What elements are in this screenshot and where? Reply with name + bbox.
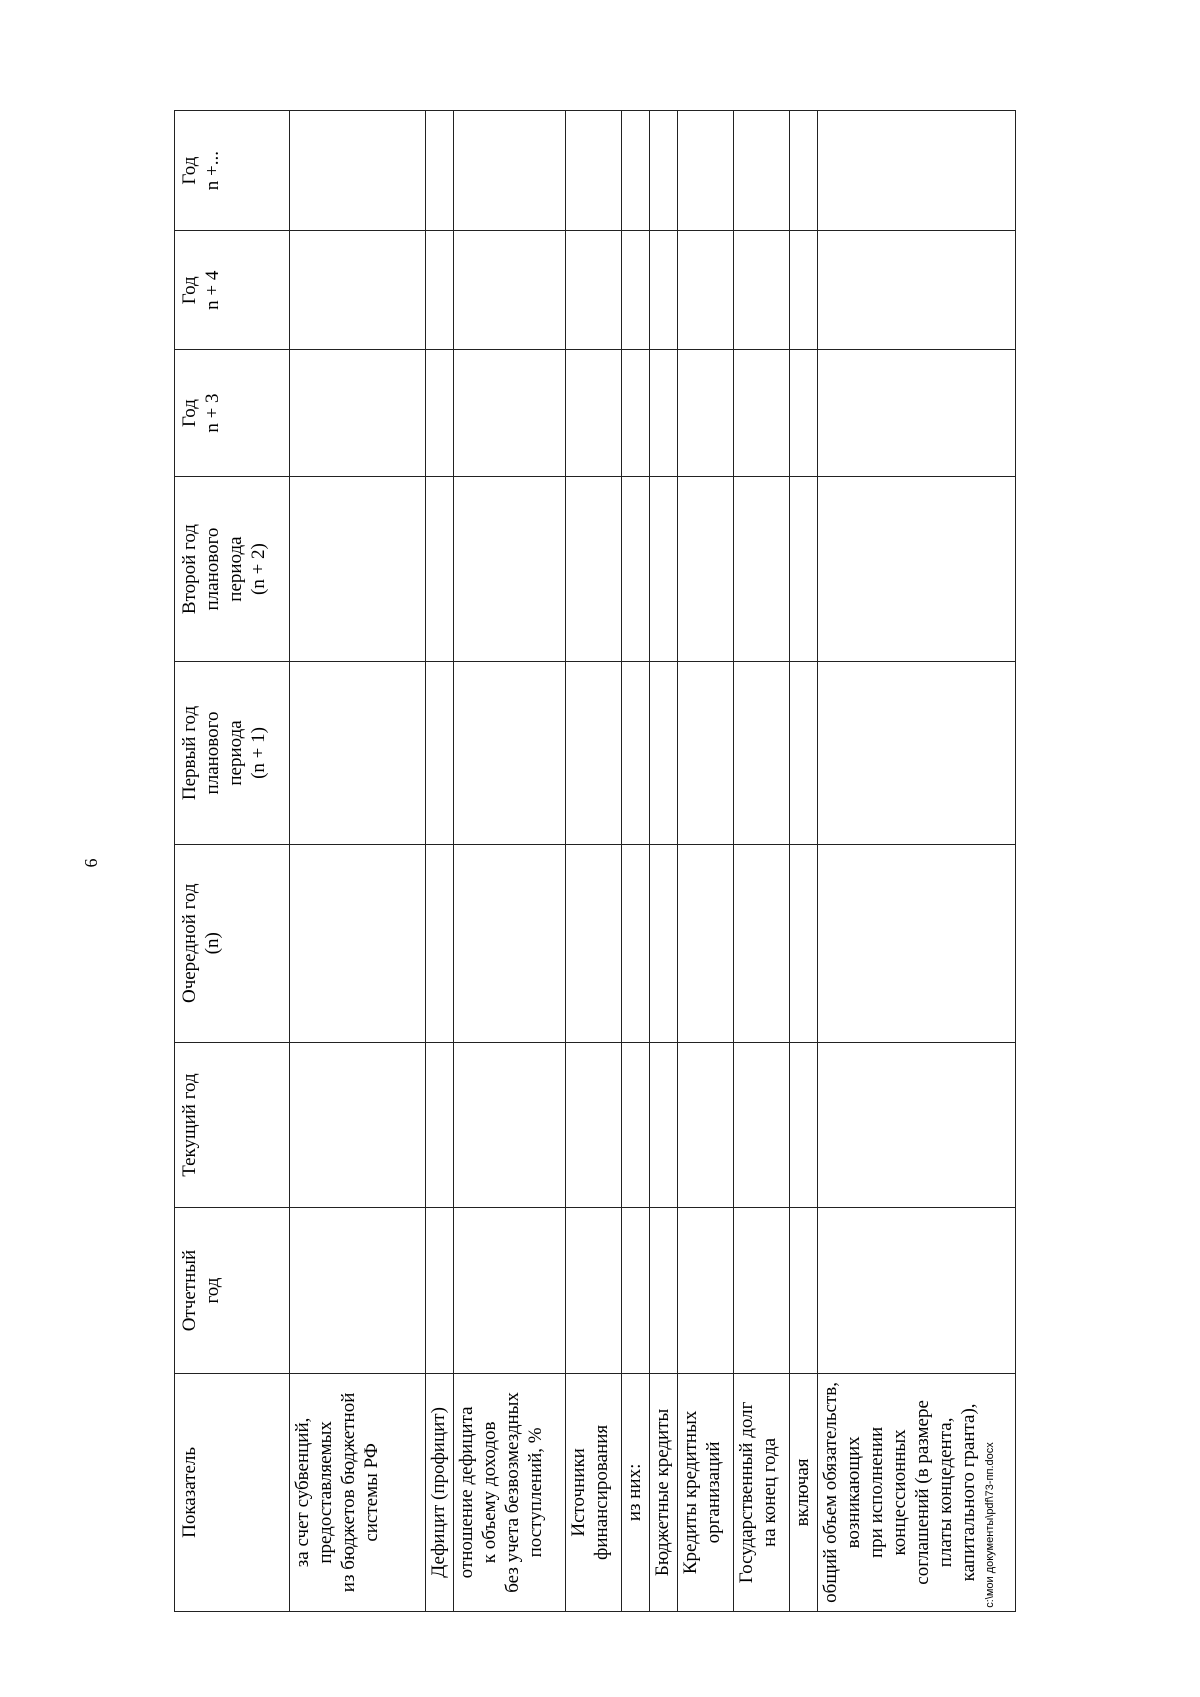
row-label-deficit: Дефицит (профицит) [426,1373,454,1611]
row-label-including: включая [790,1373,818,1611]
table-row [734,111,790,1612]
row-label-bank-loans: Кредиты кредитных организаций [678,1373,734,1611]
table-row [290,111,426,1612]
table-row [678,111,734,1612]
row-label-subventions: за счет субвенций, предоставляемых из бюджетов бюджетной системы РФ [290,1373,426,1611]
header-reporting-year: Отчетный год [175,1208,290,1373]
table-row [426,111,454,1612]
page-number: 6 [81,858,101,868]
header-year-nx: Год n +... [175,111,290,231]
row-label-state-debt: Государственный долг на конец года [734,1373,790,1611]
table-row [622,111,650,1612]
table-row [790,111,818,1612]
table-header-row [175,111,290,1612]
header-plan-year-1: Первый год планового периода (n + 1) [175,662,290,844]
header-year-n3: Год n + 3 [175,350,290,476]
table-row [454,111,566,1612]
row-label-budget-loans: Бюджетные кредиты [650,1373,678,1611]
header-next-year: Очередной год (n) [175,844,290,1042]
header-indicator: Показатель [175,1373,290,1611]
row-label-of-them: из них: [622,1373,650,1611]
table-row [566,111,622,1612]
budget-indicators-table-container [174,110,1016,1612]
row-label-funding-sources: Источники финансирования [566,1373,622,1611]
budget-indicators-table [174,110,1016,1612]
document-file-path: c:\мои документы\pdf\73-пп.docx [984,1442,996,1608]
table-row [650,111,678,1612]
row-label-concession-obligations: общий объем обязательств, возникающих при исполнении концессионных соглашений (в размере платы концедента, капитального гранта), [818,1373,1016,1611]
header-current-year: Текущий год [175,1042,290,1207]
row-label-deficit-ratio: отношение дефицита к объему доходов без учета безвозмездных поступлений, % [454,1373,566,1611]
header-plan-year-2: Второй год планового периода (n + 2) [175,476,290,662]
header-year-n4: Год n + 4 [175,231,290,350]
